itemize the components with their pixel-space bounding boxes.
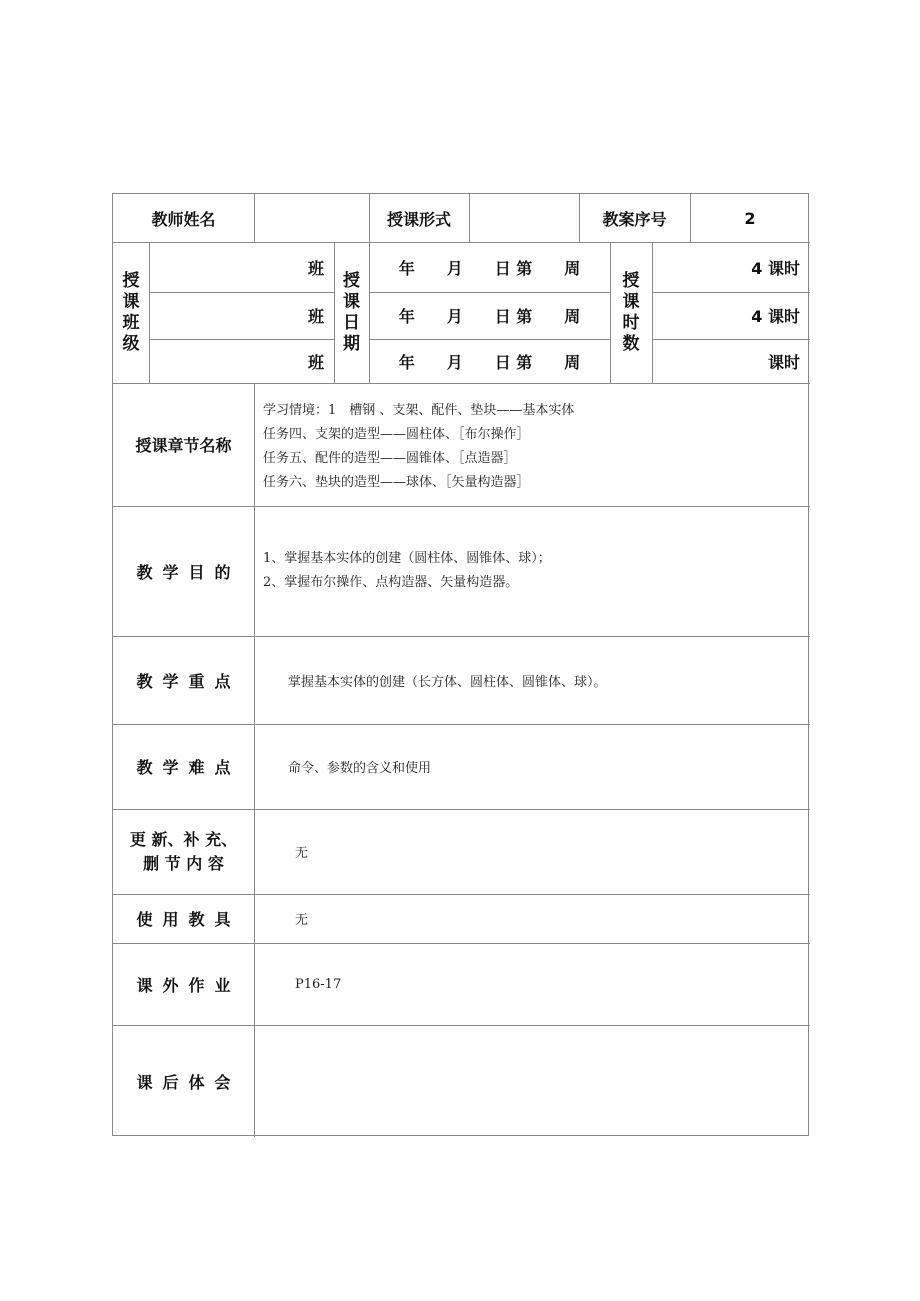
- hours-label-char: 数: [622, 333, 640, 354]
- class-row-3[interactable]: 班: [307, 352, 324, 372]
- chapter-content[interactable]: [263, 383, 803, 506]
- tools-label: 使用教具: [136, 910, 241, 929]
- objective-label: 教学目的: [136, 562, 241, 582]
- class-label: [113, 242, 149, 383]
- chapter-line: 任务四、支架的造型——圆柱体、［布尔操作］: [263, 426, 530, 442]
- class-label-char: 班: [122, 312, 140, 333]
- hours-row-3[interactable]: 课时: [767, 352, 800, 372]
- date-label: [334, 242, 369, 383]
- chapter-line: 学习情境：1 槽钢 、支架、配件、垫块——基本实体: [263, 402, 575, 418]
- homework-content[interactable]: P16-17: [295, 976, 342, 992]
- class-row-2[interactable]: 班: [307, 307, 324, 326]
- update-content[interactable]: 无: [295, 846, 309, 861]
- col-divider: [254, 383, 255, 1137]
- hours-label-char: 授: [622, 270, 640, 291]
- date-row-1[interactable]: 年 月 日 第 周: [398, 258, 581, 278]
- teaching-form-value[interactable]: [469, 194, 579, 242]
- hours-row-1[interactable]: 4 课时: [751, 258, 800, 278]
- objective-content[interactable]: [263, 506, 803, 636]
- homework-label: 课外作业: [136, 975, 241, 995]
- chapter-label: 授课章节名称: [135, 436, 232, 455]
- class-row-1[interactable]: 班: [307, 258, 324, 278]
- teaching-form-label: 授课形式: [386, 209, 451, 229]
- key-point-content[interactable]: 掌握基本实体的创建（长方体、圆柱体、圆锥体、球）。: [288, 674, 607, 690]
- class-label-char: 课: [122, 291, 140, 312]
- update-label-line: 更 新、补 充、: [129, 829, 238, 849]
- objective-line: 1、掌握基本实体的创建（圆柱体、圆锥体、球）；: [263, 551, 551, 566]
- date-row-2[interactable]: 年 月 日 第 周: [398, 307, 581, 326]
- chapter-line: 任务六、垫块的造型——球体、［矢量构造器］: [263, 474, 530, 490]
- chapter-line: 任务五、配件的造型——圆锥体、［点造器］: [263, 450, 517, 466]
- key-point-label: 教学重点: [136, 671, 241, 691]
- date-row-3[interactable]: 年 月 日 第 周: [398, 352, 581, 372]
- hours-label: [610, 242, 652, 383]
- date-label-char: 授: [343, 270, 360, 291]
- date-label-char: 期: [343, 333, 360, 354]
- objective-line: 2、掌握布尔操作、点构造器、矢量构造器。: [263, 575, 519, 590]
- hours-label-char: 课: [622, 291, 640, 312]
- date-label-char: 日: [343, 312, 360, 333]
- reflection-label: 课后体会: [136, 1072, 241, 1092]
- difficulty-label: 教学难点: [136, 758, 241, 777]
- lesson-plan-table: [112, 193, 809, 1136]
- hours-row-2[interactable]: 4 课时: [751, 307, 800, 326]
- difficulty-content[interactable]: 命令、参数的含义和使用: [288, 761, 432, 776]
- update-label: [113, 809, 254, 894]
- lesson-seq-label: 教案序号: [602, 209, 667, 229]
- class-label-char: 授: [122, 270, 140, 291]
- teacher-name-value[interactable]: [254, 194, 369, 242]
- date-label-char: 课: [343, 291, 360, 312]
- reflection-content[interactable]: [263, 1025, 803, 1137]
- teacher-name-label: 教师姓名: [151, 209, 216, 229]
- update-label-line: 删 节 内 容: [143, 853, 224, 873]
- tools-content[interactable]: 无: [295, 913, 309, 928]
- lesson-seq-value[interactable]: 2: [744, 208, 756, 228]
- class-label-char: 级: [122, 333, 140, 354]
- hours-label-char: 时: [622, 312, 640, 333]
